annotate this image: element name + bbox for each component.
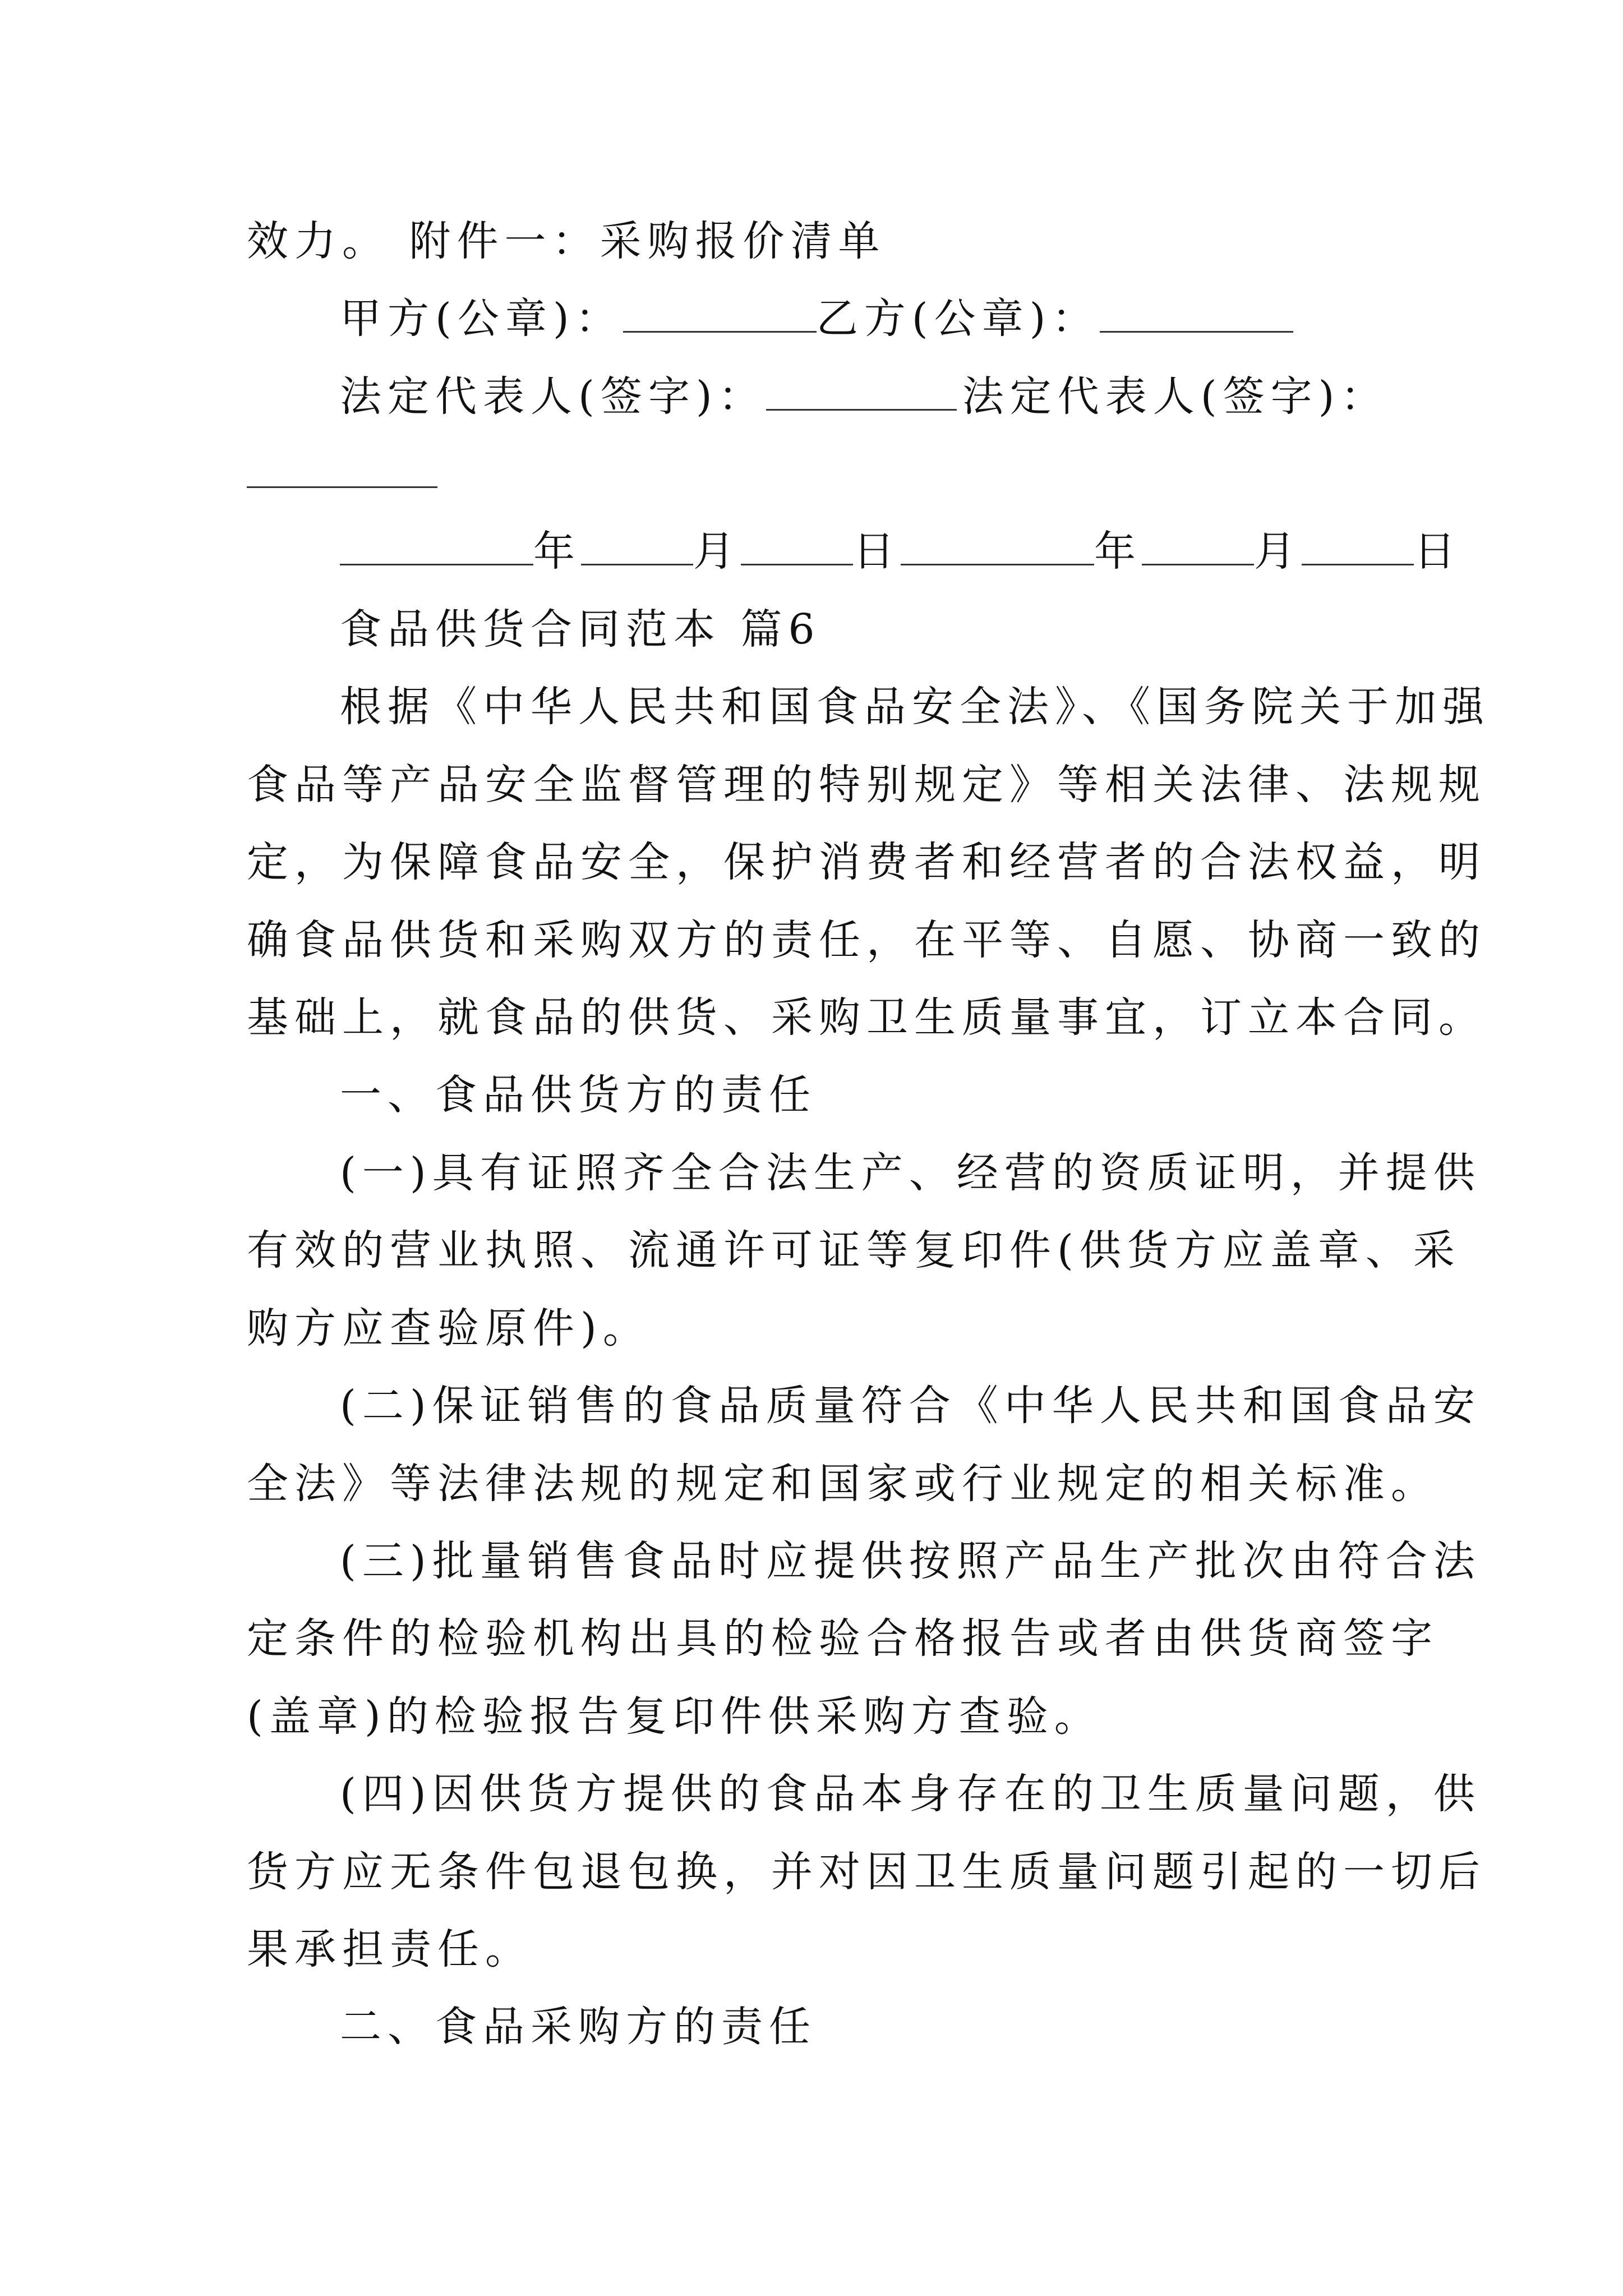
paragraph-line: (盖章)的检验报告复印件供采购方查验。 (247, 1692, 1102, 1741)
party-b-rep-blank (247, 449, 437, 488)
paragraph-line: 有效的营业执照、流通许可证等复印件(供货方应盖章、采 (247, 1226, 1461, 1274)
date-b-month: 月 (1254, 527, 1302, 576)
date-b-year-blank (901, 527, 1094, 565)
date-b-month-blank (1142, 527, 1254, 565)
party-a-rep-label: 法定代表人(签字)： (340, 372, 766, 421)
date-b-day: 日 (1414, 527, 1461, 576)
date-a-year: 年 (533, 527, 581, 576)
signature-line-representatives (340, 369, 1402, 425)
paragraph-line: 货方应无条件包退包换，并对因卫生质量问题引起的一切后 (247, 1848, 1486, 1896)
paragraph-line: (三)批量销售食品时应提供按照产品生产批次由符合法 (340, 1537, 1481, 1585)
party-a-seal-label: 甲方(公章)： (340, 295, 623, 343)
paragraph-line: 确食品供货和采购双方的责任，在平等、自愿、协商一致的 (247, 916, 1486, 964)
signature-line-continuation (247, 446, 1402, 502)
date-a-day: 日 (853, 527, 901, 576)
paragraph-line: 根据《中华人民共和国食品安全法》、《国务院关于加强 (340, 683, 1490, 731)
text-line-attachment: 效力。 附件一：采购报价清单 (247, 217, 886, 265)
date-a-month: 月 (693, 527, 741, 576)
paragraph-line: 食品等产品安全监督管理的特别规定》等相关法律、法规规 (247, 761, 1486, 809)
paragraph-line: 定条件的检验机构出具的检验合格报告或者由供货商签字 (247, 1614, 1438, 1663)
date-line (340, 523, 1461, 579)
paragraph-line: (四)因供货方提供的食品本身存在的卫生质量问题，供 (340, 1770, 1481, 1818)
party-b-rep-label: 法定代表人(签字)： (962, 372, 1389, 421)
party-a-rep-blank (766, 372, 957, 411)
paragraph-line: (二)保证销售的食品质量符合《中华人民共和国食品安 (340, 1382, 1481, 1430)
paragraph-line: 基础上，就食品的供货、采购卫生质量事宜，订立本合同。 (247, 993, 1486, 1042)
party-b-seal-blank (1100, 294, 1293, 333)
paragraph-line: (一)具有证照齐全合法生产、经营的资质证明，并提供 (340, 1149, 1481, 1197)
date-a-month-blank (581, 527, 693, 565)
paragraph-line: 购方应查验原件)。 (247, 1304, 651, 1352)
paragraph-line: 定，为保障食品安全，保护消费者和经营者的合法权益，明 (247, 838, 1486, 886)
date-a-year-blank (340, 527, 533, 565)
date-b-day-blank (1302, 527, 1414, 565)
date-a-day-blank (741, 527, 853, 565)
section-title: 食品供货合同范本 篇6 (340, 605, 821, 654)
signature-line-seals (340, 291, 1402, 347)
section-heading-purchaser: 二、食品采购方的责任 (340, 2003, 817, 2051)
section-heading-supplier: 一、食品供货方的责任 (340, 1071, 817, 1119)
date-b-year: 年 (1094, 527, 1142, 576)
party-a-seal-blank (623, 294, 817, 333)
paragraph-line: 果承担责任。 (247, 1925, 533, 1973)
party-b-seal-label: 乙方(公章)： (816, 295, 1100, 343)
paragraph-line: 全法》等法律法规的规定和国家或行业规定的相关标准。 (247, 1460, 1438, 1508)
